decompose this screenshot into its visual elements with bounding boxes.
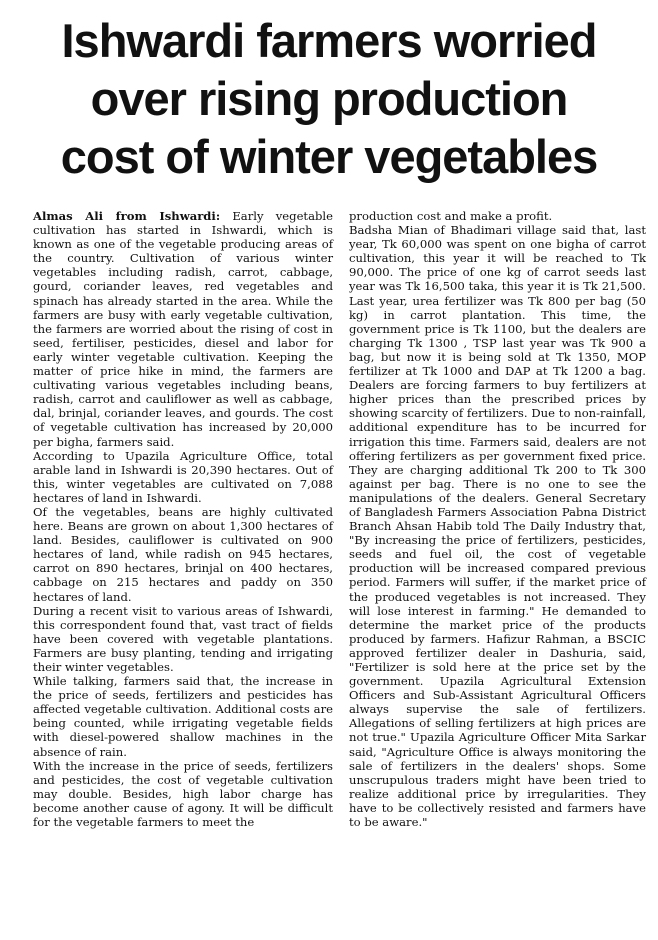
headline-line-2: over rising production <box>90 72 568 125</box>
paragraph: During a recent visit to various areas of Ishwardi, this correspondent found that, vast tract of fields have been covered with vegetable plantations. Farmers are busy planting, tending and irrigating their winter vegetables. <box>33 603 333 674</box>
paragraph: While talking, farmers said that, the increase in the price of seeds, fertilizers and pesticides has affected vegetable cultivation. Additional costs are being counted, while irrigating vegetable fields with diesel-powered shallow machines in the absence of rain. <box>33 674 333 759</box>
byline: Almas Ali from Ishwardi: <box>33 209 221 223</box>
paragraph: According to Upazila Agriculture Office, total arable land in Ishwardi is 20,390 hectares. Out of this, winter vegetables are cultivated on 7,088 hectares of land in Ishwardi. <box>33 448 333 505</box>
headline <box>18 12 640 186</box>
paragraph <box>33 209 333 449</box>
headline-line-3: cost of winter vegetables <box>60 130 598 183</box>
paragraph: Badsha Mian of Bhadimari village said that, last year, Tk 60,000 was spent on one bigha of carrot cultivation, this year it will be reached to Tk 90,000. The price of one kg of carrot seeds last year was Tk 16,500 taka, this year it is Tk 21,500. Last year, urea fertilizer was Tk 800 per bag (50 kg) in carrot plantation. This time, the government price is Tk 1100, but the dealers are charging Tk 1300 , TSP last year was Tk 900 a bag, but now it is being sold at Tk 1350, MOP fertilizer at Tk 1000 and DAP at Tk 1200 a bag. Dealers are forcing farmers to buy fertilizers at higher prices than the prescribed prices by showing scarcity of fertilizers. Due to non-rainfall, additional expenditure has to be incurred for irrigation this time. Farmers said, dealers are not offering fertilizers as per government fixed price. They are charging additional Tk 200 to Tk 300 against per bag. There is no one to see the manipulations of the dealers. General Secretary of Bangladesh Farmers Association Pabna District Branch Ahsan Habib told The Daily Industry that, "By increasing the price of fertilizers, pesticides, seeds and fuel oil, the cost of vegetable production will be increased compared previous period. Farmers will suffer, if the market price of the produced vegetables is not increased. They will lose interest in farming." He demanded to determine the market price of the products produced by farmers. Hafizur Rahman, a BSCIC approved fertilizer dealer in Dashuria, said, "Fertilizer is sold here at the price set by the government. Upazila Agricultural Extension Officers and Sub-Assistant Agricultural Officers always supervise the sale of fertilizers. Allegations of selling fertilizers at high prices are not true." Upazila Agriculture Officer Mita Sarkar said, "Agriculture Office is always monitoring the sale of fertilizers in the dealers' shops. Some unscrupulous traders might have been tried to realize additional price by irregularities. They have to be collectively resisted and farmers have to be aware." <box>349 223 646 830</box>
paragraph: production cost and make a profit. <box>349 209 553 223</box>
paragraph: Of the vegetables, beans are highly cultivated here. Beans are grown on about 1,300 hectares of land. Besides, cauliflower is cultivated on 900 hectares of land, while radish on 945 hectares, carrot on 890 hectares, brinjal on 400 hectares, cabbage on 215 hectares and paddy on 350 hectares of land. <box>33 504 333 604</box>
article-column-right <box>349 209 646 829</box>
paragraph-text: Early vegetable cultivation has started in Ishwardi, which is known as one of the vegetable producing areas of the country. Cultivation of various winter vegetables including radish, carrot, cabbage, gourd, coriander leaves, red vegetables and spinach has already started in the area. While the farmers are busy with early vegetable cultivation, the farmers are worried about the rising of cost in seed, fertiliser, pesticides, diesel and labor for early winter vegetable cultivation. Keeping the matter of price hike in mind, the farmers are cultivating various vegetables including beans, radish, carrot and cauliflower as well as cabbage, dal, brinjal, coriander leaves, and gourds. The cost of vegetable cultivation has increased by 20,000 per bigha, farmers said. <box>33 209 333 449</box>
headline-line-1: Ishwardi farmers worried <box>61 14 597 67</box>
article-column-left <box>33 209 333 829</box>
paragraph: With the increase in the price of seeds, fertilizers and pesticides, the cost of vegetable cultivation may double. Besides, high labor charge has become another cause of agony. It will be difficult for the vegetable farmers to meet the <box>33 758 333 830</box>
